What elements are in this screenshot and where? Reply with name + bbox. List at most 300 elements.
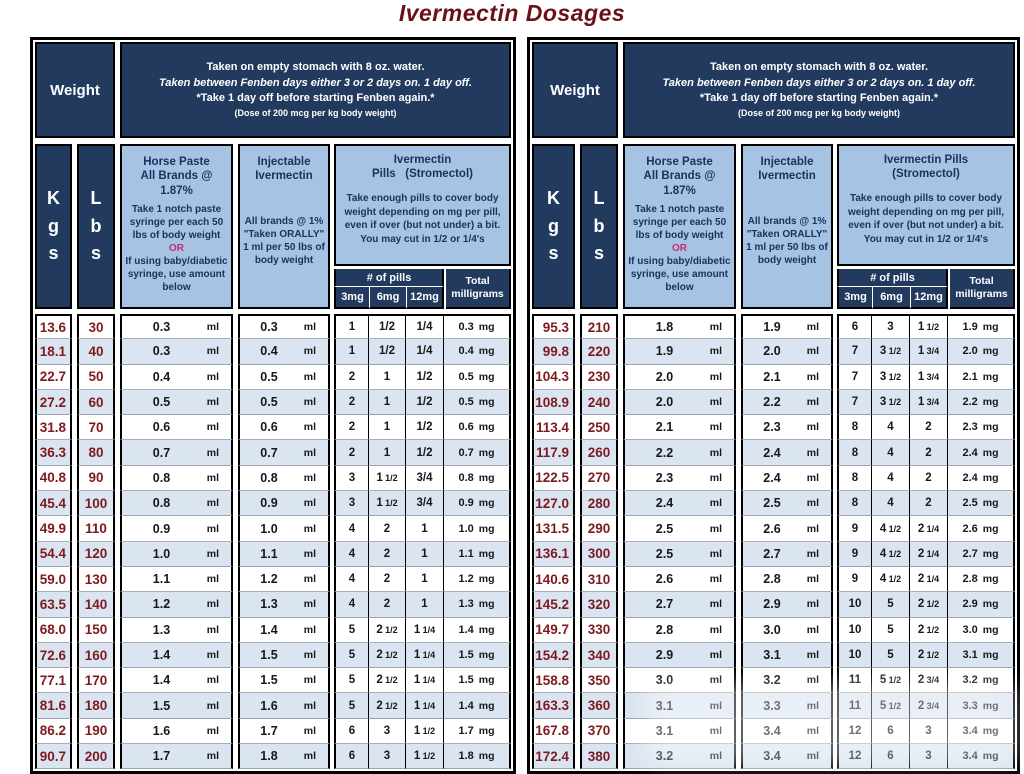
horse-paste-cell: 3.2 ml <box>623 744 736 769</box>
pills-6mg-cell: 4 1/2 <box>872 567 910 592</box>
pills-6mg-cell: 2 <box>369 516 406 541</box>
pills-6mg-cell: 1 <box>369 365 406 390</box>
horse-paste-cell: 1.8 ml <box>623 314 736 339</box>
pills-title-line2: (Stromectol) <box>892 168 960 181</box>
kgs-cell: 86.2 <box>35 719 72 744</box>
horse-paste-cell: 0.8 ml <box>120 466 233 491</box>
col-header-6mg: 6mg <box>369 287 406 309</box>
injectable-cell: 1.4 ml <box>238 618 330 643</box>
total-mg-cell: 2.4 mg <box>948 466 1015 491</box>
injectable-note1: All brands @ 1% <box>747 215 827 227</box>
pills-6mg-cell: 4 1/2 <box>872 516 910 541</box>
num-pills-header: # of pills <box>837 269 948 287</box>
pills-12mg-cell: 2 3/4 <box>910 668 948 693</box>
injectable-note <box>243 215 325 267</box>
lbs-cell: 330 <box>580 618 618 643</box>
lbs-cell: 110 <box>77 516 115 541</box>
statement-line4: (Dose of 200 mcg per kg body weight) <box>234 108 397 119</box>
lbs-cell: 80 <box>77 440 115 465</box>
pills-3mg-cell: 7 <box>837 390 872 415</box>
kgs-cell: 22.7 <box>35 365 72 390</box>
horse-paste-title <box>125 155 228 198</box>
pills-header <box>837 144 1015 266</box>
injectable-note1: All brands @ 1% <box>244 215 324 227</box>
total-mg-cell: 1.5 mg <box>444 668 511 693</box>
injectable-cell: 1.2 ml <box>238 567 330 592</box>
pills-6mg-cell: 4 1/2 <box>872 542 910 567</box>
lbs-cell: 70 <box>77 415 115 440</box>
statement-line1: Taken on empty stomach with 8 oz. water. <box>206 60 425 73</box>
pills-6mg-cell: 6 <box>872 719 910 744</box>
lbs-cell: 150 <box>77 618 115 643</box>
pills-12mg-cell: 2 1/4 <box>910 567 948 592</box>
horse-paste-cell: 1.4 ml <box>120 643 233 668</box>
pills-6mg-cell: 3 1/2 <box>872 365 910 390</box>
statement-line1: Taken on empty stomach with 8 oz. water. <box>709 60 928 73</box>
injectable-note3: 1 ml per 50 lbs of body weight <box>243 241 325 266</box>
lbs-cell: 290 <box>580 516 618 541</box>
total-mg-cell: 0.5 mg <box>444 390 511 415</box>
pills-6mg-cell: 3 1/2 <box>872 390 910 415</box>
kgs-cell: 81.6 <box>35 693 72 718</box>
total-mg-cell: 3.2 mg <box>948 668 1015 693</box>
total-mg-cell: 1.4 mg <box>444 693 511 718</box>
pills-title <box>344 153 501 182</box>
kgs-cell: 127.0 <box>532 491 575 516</box>
total-mg-cell: 2.4 mg <box>948 440 1015 465</box>
horse-paste-cell: 2.8 ml <box>623 618 736 643</box>
horse-paste-title-line2: All Brands @ 1.87% <box>643 170 716 197</box>
kgs-cell: 172.4 <box>532 744 575 769</box>
kgs-cell: 136.1 <box>532 542 575 567</box>
pills-3mg-cell: 5 <box>334 668 369 693</box>
pills-3mg-cell: 10 <box>837 592 872 617</box>
injectable-cell: 3.4 ml <box>741 719 833 744</box>
injectable-cell: 2.5 ml <box>741 491 833 516</box>
pills-12mg-cell: 3/4 <box>406 466 444 491</box>
pills-12mg-cell: 1 1/2 <box>910 314 948 339</box>
pills-6mg-cell: 1/2 <box>369 339 406 364</box>
horse-paste-cell: 2.9 ml <box>623 643 736 668</box>
pills-3mg-cell: 6 <box>837 314 872 339</box>
pills-12mg-cell: 1 1/4 <box>406 618 444 643</box>
injectable-cell: 2.7 ml <box>741 542 833 567</box>
pills-6mg-cell: 1 <box>369 390 406 415</box>
pills-3mg-cell: 12 <box>837 744 872 769</box>
horse-paste-cell: 2.2 ml <box>623 440 736 465</box>
injectable-note2: "Taken ORALLY" <box>746 228 828 240</box>
kgs-cell: 31.8 <box>35 415 72 440</box>
total-mg-cell: 2.2 mg <box>948 390 1015 415</box>
pills-3mg-cell: 8 <box>837 415 872 440</box>
col-header-12mg: 12mg <box>910 287 948 309</box>
injectable-cell: 0.7 ml <box>238 440 330 465</box>
injectable-cell: 2.3 ml <box>741 415 833 440</box>
dosage-table-right <box>527 37 1020 774</box>
lbs-cell: 370 <box>580 719 618 744</box>
pills-3mg-cell: 10 <box>837 618 872 643</box>
horse-paste-cell: 2.0 ml <box>623 390 736 415</box>
statement-line4: (Dose of 200 mcg per kg body weight) <box>737 108 901 119</box>
lbs-cell: 60 <box>77 390 115 415</box>
lbs-cell: 250 <box>580 415 618 440</box>
kgs-cell: 72.6 <box>35 643 72 668</box>
total-mg-cell: 3.1 mg <box>948 643 1015 668</box>
kgs-cell: 13.6 <box>35 314 72 339</box>
injectable-cell: 1.0 ml <box>238 516 330 541</box>
num-pills-header: # of pills <box>334 269 444 287</box>
injectable-cell: 2.9 ml <box>741 592 833 617</box>
total-mg-cell: 3.0 mg <box>948 618 1015 643</box>
watermark <box>645 683 1017 765</box>
kgs-cell: 45.4 <box>35 491 72 516</box>
injectable-cell: 2.2 ml <box>741 390 833 415</box>
weight-header: Weight <box>35 42 115 138</box>
pills-6mg-cell: 4 <box>872 415 910 440</box>
injectable-cell: 0.3 ml <box>238 314 330 339</box>
kgs-cell: 40.8 <box>35 466 72 491</box>
pills-3mg-cell: 6 <box>334 719 369 744</box>
kgs-cell: 63.5 <box>35 592 72 617</box>
pills-3mg-cell: 12 <box>837 719 872 744</box>
pills-12mg-cell: 2 1/2 <box>910 592 948 617</box>
injectable-cell: 3.4 ml <box>741 744 833 769</box>
pills-12mg-cell: 1 <box>406 516 444 541</box>
pills-6mg-cell: 1 <box>369 415 406 440</box>
lbs-cell: 180 <box>77 693 115 718</box>
total-mg-cell: 2.9 mg <box>948 592 1015 617</box>
kgs-cell: 158.8 <box>532 668 575 693</box>
total-mg-cell: 2.6 mg <box>948 516 1015 541</box>
pills-12mg-cell: 1 3/4 <box>910 339 948 364</box>
total-mg-cell: 0.4 mg <box>444 339 511 364</box>
total-mg-cell: 3.4 mg <box>948 744 1015 769</box>
injectable-header <box>238 144 330 309</box>
kgs-cell: 163.3 <box>532 693 575 718</box>
horse-paste-cell: 3.0 ml <box>623 668 736 693</box>
total-mg-cell: 3.3 mg <box>948 693 1015 718</box>
pills-6mg-cell: 5 1/2 <box>872 668 910 693</box>
pills-3mg-cell: 5 <box>334 643 369 668</box>
pills-12mg-cell: 1 <box>406 567 444 592</box>
pills-6mg-cell: 1 1/2 <box>369 466 406 491</box>
statement-header <box>120 42 511 138</box>
pills-3mg-cell: 2 <box>334 365 369 390</box>
lbs-cell: 360 <box>580 693 618 718</box>
total-mg-cell: 1.8 mg <box>444 744 511 769</box>
total-mg-cell: 1.3 mg <box>444 592 511 617</box>
kgs-cell: 140.6 <box>532 567 575 592</box>
col-header-3mg: 3mg <box>334 287 369 309</box>
injectable-cell: 3.1 ml <box>741 643 833 668</box>
pills-12mg-cell: 3/4 <box>406 491 444 516</box>
lbs-cell: 140 <box>77 592 115 617</box>
statement-line2: Taken between Fenben days either 3 or 2 days on. 1 day off. <box>159 76 472 89</box>
total-mg-cell: 0.9 mg <box>444 491 511 516</box>
lbs-cell: 120 <box>77 542 115 567</box>
horse-paste-header <box>120 144 233 309</box>
lbs-cell: 270 <box>580 466 618 491</box>
pills-3mg-cell: 5 <box>334 693 369 718</box>
pills-3mg-cell: 5 <box>334 618 369 643</box>
horse-paste-cell: 0.6 ml <box>120 415 233 440</box>
total-label-line1: Total <box>465 275 490 288</box>
horse-paste-cell: 1.9 ml <box>623 339 736 364</box>
horse-paste-note2: If using baby/diabetic syringe, use amount below <box>628 255 731 293</box>
total-mg-cell: 0.3 mg <box>444 314 511 339</box>
pills-12mg-cell: 2 <box>910 440 948 465</box>
kgs-cell: 77.1 <box>35 668 72 693</box>
injectable-cell: 0.4 ml <box>238 339 330 364</box>
pills-3mg-cell: 4 <box>334 516 369 541</box>
kgs-cell: 27.2 <box>35 390 72 415</box>
horse-paste-title <box>628 155 731 198</box>
kgs-cell: 49.9 <box>35 516 72 541</box>
kgs-cell: 68.0 <box>35 618 72 643</box>
pills-12mg-cell: 2 1/2 <box>910 618 948 643</box>
pills-6mg-cell: 1 1/2 <box>369 491 406 516</box>
horse-paste-cell: 0.5 ml <box>120 390 233 415</box>
kgs-cell: 108.9 <box>532 390 575 415</box>
lbs-cell: 350 <box>580 668 618 693</box>
kgs-cell: 59.0 <box>35 567 72 592</box>
horse-paste-header <box>623 144 736 309</box>
lbs-cell: 230 <box>580 365 618 390</box>
injectable-title-line2: Ivermectin <box>758 170 816 183</box>
pills-12mg-cell: 1 3/4 <box>910 365 948 390</box>
injectable-cell: 2.8 ml <box>741 567 833 592</box>
injectable-title <box>243 155 325 184</box>
total-mg-cell: 1.7 mg <box>444 719 511 744</box>
horse-paste-cell: 0.8 ml <box>120 491 233 516</box>
lbs-cell: 380 <box>580 744 618 769</box>
lbs-column-header: L b s <box>580 144 618 309</box>
horse-paste-cell: 2.3 ml <box>623 466 736 491</box>
injectable-title-line1: Injectable <box>760 156 814 168</box>
statement-line3: *Take 1 day off before starting Fenben again.* <box>196 92 435 105</box>
pills-6mg-cell: 3 <box>369 719 406 744</box>
pills-header <box>334 144 511 266</box>
pills-12mg-cell: 2 <box>910 415 948 440</box>
kgs-cell: 36.3 <box>35 440 72 465</box>
injectable-cell: 1.8 ml <box>238 744 330 769</box>
pills-note: Take enough pills to cover body weight depending on mg per pill, even if over (but not under) a bit. You may cut in 1/2 or 1/4's <box>847 193 1005 245</box>
horse-paste-note <box>628 203 731 294</box>
col-header-3mg: 3mg <box>837 287 872 309</box>
pills-12mg-cell: 1/2 <box>406 365 444 390</box>
injectable-cell: 1.1 ml <box>238 542 330 567</box>
lbs-cell: 210 <box>580 314 618 339</box>
pills-title-line1: Ivermectin Pills (Stromectol) <box>372 154 473 181</box>
pills-6mg-cell: 3 <box>369 744 406 769</box>
total-mg-cell: 2.7 mg <box>948 542 1015 567</box>
pills-note: Take enough pills to cover body weight depending on mg per pill, even if over (but not under) a bit. You may cut in 1/2 or 1/4's <box>344 193 501 245</box>
pills-3mg-cell: 2 <box>334 390 369 415</box>
statement-line2: Taken between Fenben days either 3 or 2 days on. 1 day off. <box>662 76 976 89</box>
lbs-cell: 200 <box>77 744 115 769</box>
pills-12mg-cell: 1 <box>406 542 444 567</box>
injectable-note3: 1 ml per 50 lbs of body weight <box>746 241 828 266</box>
pills-12mg-cell: 1/2 <box>406 390 444 415</box>
total-mg-header <box>446 269 511 309</box>
pills-3mg-cell: 6 <box>334 744 369 769</box>
horse-paste-cell: 2.0 ml <box>623 365 736 390</box>
injectable-cell: 1.9 ml <box>741 314 833 339</box>
total-mg-cell: 2.3 mg <box>948 415 1015 440</box>
pills-3mg-cell: 9 <box>837 542 872 567</box>
horse-paste-cell: 0.7 ml <box>120 440 233 465</box>
kgs-cell: 95.3 <box>532 314 575 339</box>
injectable-cell: 0.8 ml <box>238 466 330 491</box>
pills-6mg-cell: 2 1/2 <box>369 618 406 643</box>
or-label: OR <box>672 242 687 254</box>
pills-12mg-cell: 1/4 <box>406 314 444 339</box>
total-mg-cell: 2.0 mg <box>948 339 1015 364</box>
kgs-cell: 145.2 <box>532 592 575 617</box>
pills-12mg-cell: 1 1/4 <box>406 668 444 693</box>
injectable-title <box>746 155 828 184</box>
pills-12mg-cell: 2 <box>910 466 948 491</box>
injectable-cell: 1.7 ml <box>238 719 330 744</box>
horse-paste-note1: Take 1 notch paste syringe per each 50 lbs of body weight <box>632 203 727 241</box>
pills-6mg-cell: 4 <box>872 466 910 491</box>
pills-3mg-cell: 3 <box>334 466 369 491</box>
horse-paste-cell: 0.3 ml <box>120 314 233 339</box>
pills-12mg-cell: 1 3/4 <box>910 390 948 415</box>
injectable-cell: 3.2 ml <box>741 668 833 693</box>
lbs-cell: 340 <box>580 643 618 668</box>
total-label-line2: milligrams <box>451 288 504 300</box>
lbs-cell: 130 <box>77 567 115 592</box>
horse-paste-title-line1: Horse Paste <box>143 156 210 168</box>
pills-12mg-cell: 2 3/4 <box>910 693 948 718</box>
pills-6mg-cell: 4 <box>872 440 910 465</box>
total-mg-cell: 0.6 mg <box>444 415 511 440</box>
pills-6mg-cell: 3 <box>872 314 910 339</box>
horse-paste-cell: 1.5 ml <box>120 693 233 718</box>
horse-paste-cell: 2.5 ml <box>623 542 736 567</box>
pills-12mg-cell: 3 <box>910 744 948 769</box>
total-mg-cell: 0.5 mg <box>444 365 511 390</box>
statement-header <box>623 42 1015 138</box>
horse-paste-cell: 2.7 ml <box>623 592 736 617</box>
pills-6mg-cell: 3 1/2 <box>872 339 910 364</box>
kgs-cell: 18.1 <box>35 339 72 364</box>
horse-paste-title-line2: All Brands @ 1.87% <box>140 170 213 197</box>
pills-3mg-cell: 2 <box>334 415 369 440</box>
injectable-cell: 2.4 ml <box>741 440 833 465</box>
horse-paste-title-line1: Horse Paste <box>646 156 713 168</box>
horse-paste-cell: 1.7 ml <box>120 744 233 769</box>
pills-6mg-cell: 5 <box>872 643 910 668</box>
pills-6mg-cell: 2 <box>369 542 406 567</box>
lbs-cell: 240 <box>580 390 618 415</box>
pills-12mg-cell: 1/2 <box>406 440 444 465</box>
lbs-cell: 220 <box>580 339 618 364</box>
lbs-cell: 160 <box>77 643 115 668</box>
pills-3mg-cell: 11 <box>837 668 872 693</box>
col-header-6mg: 6mg <box>872 287 910 309</box>
horse-paste-cell: 1.1 ml <box>120 567 233 592</box>
injectable-cell: 2.1 ml <box>741 365 833 390</box>
col-header-12mg: 12mg <box>406 287 444 309</box>
lbs-cell: 260 <box>580 440 618 465</box>
injectable-cell: 1.6 ml <box>238 693 330 718</box>
pills-12mg-cell: 1/2 <box>406 415 444 440</box>
injectable-cell: 0.9 ml <box>238 491 330 516</box>
total-mg-header <box>950 269 1015 309</box>
pills-6mg-cell: 5 <box>872 618 910 643</box>
horse-paste-cell: 2.4 ml <box>623 491 736 516</box>
pills-6mg-cell: 4 <box>872 491 910 516</box>
injectable-cell: 1.5 ml <box>238 668 330 693</box>
injectable-title-line2: Ivermectin <box>255 170 313 183</box>
horse-paste-cell: 1.4 ml <box>120 668 233 693</box>
injectable-cell: 2.4 ml <box>741 466 833 491</box>
horse-paste-cell: 2.5 ml <box>623 516 736 541</box>
horse-paste-cell: 2.6 ml <box>623 567 736 592</box>
lbs-cell: 280 <box>580 491 618 516</box>
injectable-cell: 1.3 ml <box>238 592 330 617</box>
injectable-cell: 2.0 ml <box>741 339 833 364</box>
horse-paste-note2: If using baby/diabetic syringe, use amount below <box>125 255 228 293</box>
injectable-note2: "Taken ORALLY" <box>243 228 325 240</box>
total-mg-cell: 1.0 mg <box>444 516 511 541</box>
total-mg-cell: 1.2 mg <box>444 567 511 592</box>
total-mg-cell: 2.5 mg <box>948 491 1015 516</box>
kgs-column-header: K g s <box>532 144 575 309</box>
injectable-cell: 0.6 ml <box>238 415 330 440</box>
pills-12mg-cell: 1 1/2 <box>406 744 444 769</box>
lbs-cell: 100 <box>77 491 115 516</box>
kgs-cell: 104.3 <box>532 365 575 390</box>
pills-12mg-cell: 3 <box>910 719 948 744</box>
pills-3mg-cell: 3 <box>334 491 369 516</box>
injectable-cell: 1.5 ml <box>238 643 330 668</box>
pills-6mg-cell: 5 1/2 <box>872 693 910 718</box>
weight-header: Weight <box>532 42 618 138</box>
pills-6mg-cell: 2 1/2 <box>369 668 406 693</box>
lbs-column-header: L b s <box>77 144 115 309</box>
total-mg-cell: 1.1 mg <box>444 542 511 567</box>
pills-12mg-cell: 2 1/4 <box>910 542 948 567</box>
total-label-line1: Total <box>969 275 994 288</box>
pills-title-line1: Ivermectin Pills <box>883 154 969 166</box>
pills-3mg-cell: 8 <box>837 466 872 491</box>
pills-6mg-cell: 6 <box>872 744 910 769</box>
pills-12mg-cell: 1/4 <box>406 339 444 364</box>
horse-paste-cell: 1.6 ml <box>120 719 233 744</box>
horse-paste-cell: 0.3 ml <box>120 339 233 364</box>
kgs-cell: 54.4 <box>35 542 72 567</box>
injectable-title-line1: Injectable <box>257 156 311 168</box>
pills-3mg-cell: 1 <box>334 314 369 339</box>
total-mg-cell: 2.1 mg <box>948 365 1015 390</box>
total-mg-cell: 3.4 mg <box>948 719 1015 744</box>
injectable-note <box>746 215 828 267</box>
horse-paste-cell: 0.9 ml <box>120 516 233 541</box>
injectable-cell: 2.6 ml <box>741 516 833 541</box>
kgs-cell: 131.5 <box>532 516 575 541</box>
pills-6mg-cell: 5 <box>872 592 910 617</box>
pills-3mg-cell: 8 <box>837 491 872 516</box>
kgs-cell: 154.2 <box>532 643 575 668</box>
pills-3mg-cell: 4 <box>334 592 369 617</box>
lbs-cell: 320 <box>580 592 618 617</box>
horse-paste-cell: 0.4 ml <box>120 365 233 390</box>
injectable-header <box>741 144 833 309</box>
horse-paste-cell: 3.1 ml <box>623 693 736 718</box>
